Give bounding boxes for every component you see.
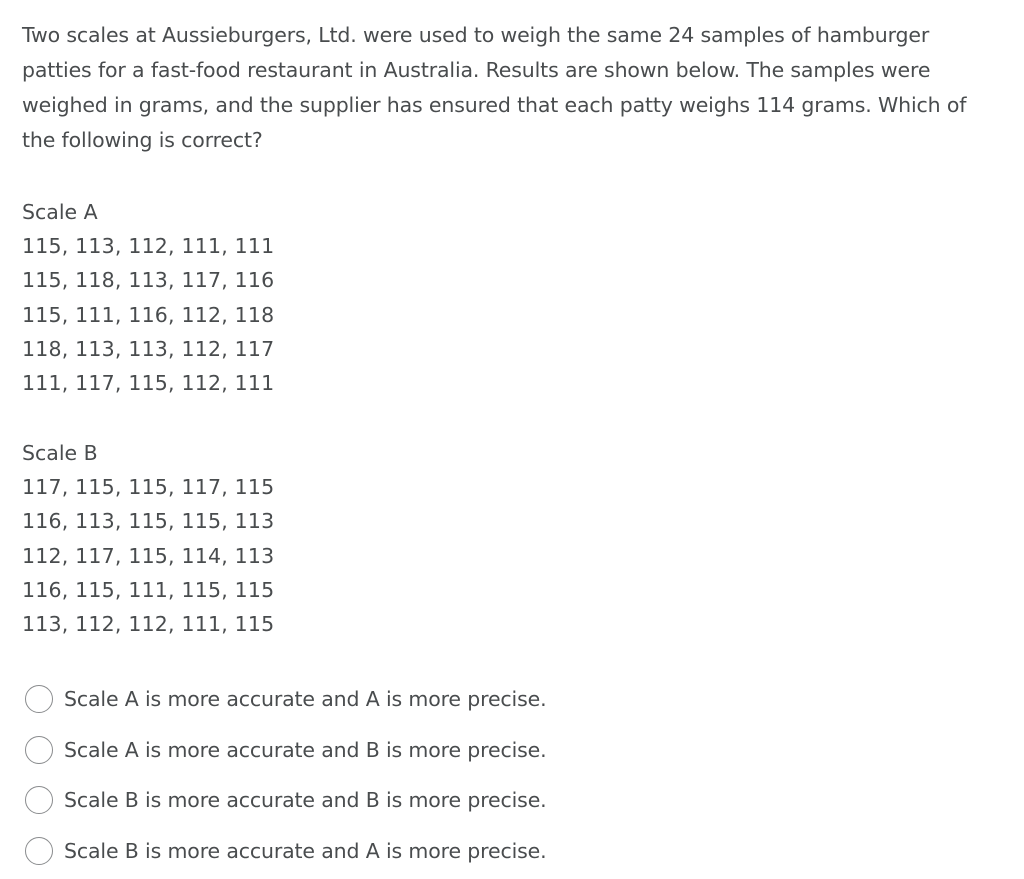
answer-option-4[interactable]	[25, 826, 547, 877]
scale-a-row: 111, 117, 115, 112, 111	[22, 371, 275, 396]
scale-b-row: 113, 112, 112, 111, 115	[22, 612, 275, 637]
answer-options	[25, 674, 547, 876]
scale-b-row: 117, 115, 115, 117, 115	[22, 475, 275, 499]
scale-a-row: 115, 111, 116, 112, 118	[22, 302, 275, 327]
scale-b-row: 112, 117, 115, 114, 113	[22, 543, 275, 568]
scale-a-title: Scale A	[22, 200, 98, 224]
answer-option-label[interactable]: Scale B is more accurate and B is more precise.	[64, 788, 547, 813]
answer-option-label[interactable]: Scale A is more accurate and A is more precise.	[64, 687, 547, 712]
scale-a-row: 115, 113, 112, 111, 111	[22, 234, 275, 258]
radio-button[interactable]	[25, 837, 53, 865]
radio-button[interactable]	[25, 736, 53, 764]
scale-b-row: 116, 115, 111, 115, 115	[22, 577, 275, 602]
scale-b-title: Scale B	[22, 441, 98, 465]
scale-a-data	[22, 195, 274, 400]
answer-option-label[interactable]: Scale B is more accurate and A is more precise.	[64, 838, 547, 863]
scale-b-row: 116, 113, 115, 115, 113	[22, 509, 275, 534]
answer-option-2[interactable]	[25, 725, 547, 776]
answer-option-1[interactable]	[25, 674, 547, 725]
radio-button[interactable]	[25, 786, 53, 814]
radio-button[interactable]	[25, 685, 53, 713]
answer-option-label[interactable]: Scale A is more accurate and B is more precise.	[64, 737, 547, 762]
question-text	[22, 18, 1002, 158]
question-line: the following is correct?	[22, 128, 263, 152]
question-line: patties for a fast-food restaurant in Australia. Results are shown below. The samples were	[22, 58, 931, 82]
answer-option-3[interactable]	[25, 775, 547, 826]
scale-b-data	[22, 436, 274, 641]
scale-a-row: 115, 118, 113, 117, 116	[22, 268, 275, 293]
question-line: Two scales at Aussieburgers, Ltd. were used to weigh the same 24 samples of hamburger	[22, 23, 930, 47]
question-page	[22, 18, 1002, 863]
scale-a-row: 118, 113, 113, 112, 117	[22, 336, 275, 361]
question-line: weighed in grams, and the supplier has ensured that each patty weighs 114 grams. Which of	[22, 93, 967, 117]
